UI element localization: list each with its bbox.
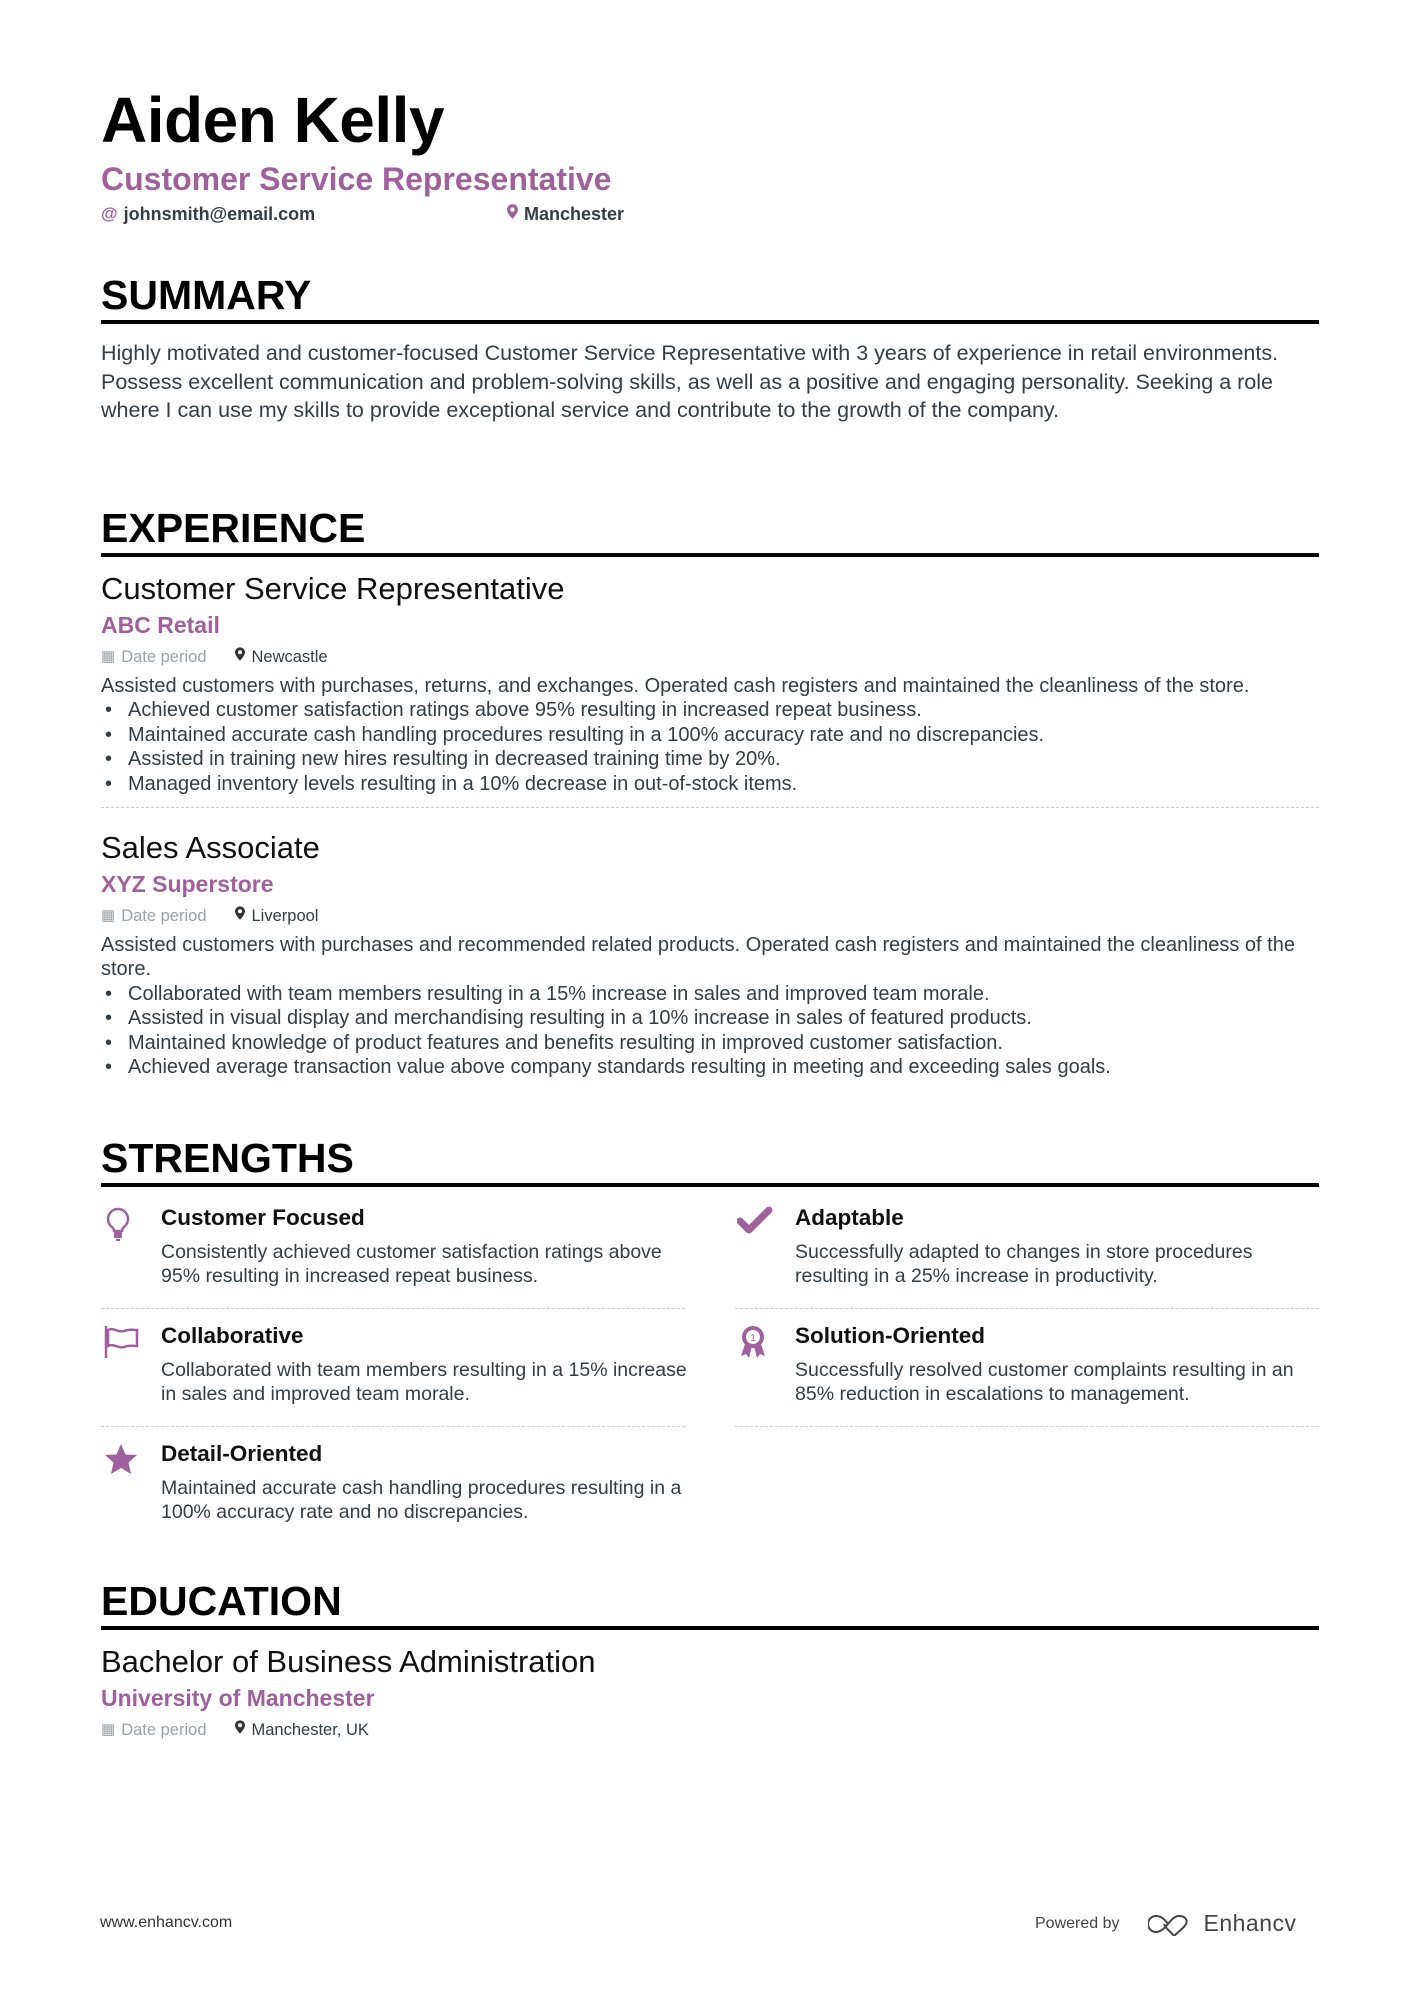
location-pin-icon xyxy=(235,905,245,927)
experience-heading: EXPERIENCE xyxy=(101,505,1319,557)
brand-name: Enhancv xyxy=(1203,1910,1297,1936)
job-bullets xyxy=(101,698,1319,796)
candidate-name: Aiden Kelly xyxy=(101,84,445,156)
strength-item xyxy=(101,1322,685,1440)
calendar-icon: ▦ xyxy=(101,648,116,665)
strength-item xyxy=(101,1204,685,1322)
job-description: Assisted customers with purchases and recommended related products. Operated cash registers and maintained the cleanliness of the store. xyxy=(101,934,1295,981)
contact-email xyxy=(101,203,315,225)
bullet-item: • Assisted in visual display and merchandising resulting in a 10% increase in sales of featured products. xyxy=(101,1006,1319,1030)
checkmark-icon xyxy=(737,1206,773,1242)
summary-heading: SUMMARY xyxy=(101,272,1319,324)
divider xyxy=(101,1426,685,1427)
strength-title: Detail-Oriented xyxy=(161,1441,323,1466)
education-meta xyxy=(101,1719,1319,1741)
strength-title: Customer Focused xyxy=(161,1205,365,1230)
strength-title: Collaborative xyxy=(161,1323,304,1348)
strength-text: Successfully resolved customer complaints resulting in an 85% reduction in escalations to management. xyxy=(795,1359,1294,1406)
strengths-heading: STRENGTHS xyxy=(101,1135,1319,1187)
degree: Bachelor of Business Administration xyxy=(101,1644,596,1679)
summary-text: Highly motivated and customer-focused Customer Service Representative with 3 years of experience in retail environments. Possess excellent communication and problem-solving skills, as well as a positive and engaging personality. Seeking a role where I can use my skills to provide exceptional service and contribute to the growth of the company. xyxy=(101,341,1279,423)
bullet-item: • Achieved average transaction value above company standards resulting in meeting and exceeding sales goals. xyxy=(101,1055,1319,1079)
lightbulb-icon xyxy=(103,1206,139,1242)
contact-location xyxy=(507,203,624,225)
strength-text: Maintained accurate cash handling procedures resulting in a 100% accuracy rate and no discrepancies. xyxy=(161,1477,682,1524)
location-pin-icon xyxy=(507,203,518,225)
flag-icon xyxy=(103,1324,139,1360)
divider xyxy=(735,1426,1319,1427)
divider xyxy=(101,807,1319,808)
education-entry xyxy=(101,1643,1319,1741)
email-text: johnsmith@email.com xyxy=(123,204,316,224)
job-bullets xyxy=(101,982,1319,1080)
job-meta xyxy=(101,905,1319,927)
strength-item xyxy=(735,1204,1319,1322)
calendar-icon: ▦ xyxy=(101,1721,116,1738)
job-entry xyxy=(101,570,1319,808)
strength-text: Consistently achieved customer satisfaction ratings above 95% resulting in increased repeat business. xyxy=(161,1241,662,1288)
job-location: Liverpool xyxy=(251,907,319,925)
strength-text: Collaborated with team members resulting in a 15% increase in sales and improved team morale. xyxy=(161,1359,687,1406)
star-icon xyxy=(103,1442,139,1478)
divider xyxy=(101,1308,685,1309)
bullet-item: • Maintained knowledge of product features and benefits resulting in improved customer satisfaction. xyxy=(101,1031,1319,1055)
job-date: Date period xyxy=(121,648,207,666)
strength-title: Solution-Oriented xyxy=(795,1323,985,1348)
job-title: Customer Service Representative xyxy=(101,571,565,606)
enhancv-logo-icon xyxy=(1148,1912,1194,1936)
education-date: Date period xyxy=(121,1721,207,1739)
job-description: Assisted customers with purchases, returns, and exchanges. Operated cash registers and maintained the cleanliness of the store. xyxy=(101,675,1250,697)
school-name: University of Manchester xyxy=(101,1685,375,1711)
job-date: Date period xyxy=(121,907,207,925)
calendar-icon: ▦ xyxy=(101,907,116,924)
job-location: Newcastle xyxy=(251,648,328,666)
bullet-item: • Collaborated with team members resulting in a 15% increase in sales and improved team morale. xyxy=(101,982,1319,1006)
company-name: ABC Retail xyxy=(101,612,220,638)
job-meta xyxy=(101,646,1319,668)
award-ribbon-icon xyxy=(737,1324,773,1360)
footer-branding xyxy=(1035,1910,1297,1937)
job-entry xyxy=(101,829,1319,1079)
strength-item xyxy=(735,1322,1319,1440)
bullet-item: • Managed inventory levels resulting in a 10% decrease in out-of-stock items. xyxy=(101,772,1319,796)
bullet-item: • Maintained accurate cash handling procedures resulting in a 100% accuracy rate and no discrepancies. xyxy=(101,723,1319,747)
location-pin-icon xyxy=(235,646,245,668)
location-pin-icon xyxy=(235,1719,245,1741)
education-location: Manchester, UK xyxy=(251,1721,369,1739)
footer-website[interactable]: www.enhancv.com xyxy=(100,1914,233,1931)
strength-item xyxy=(101,1440,685,1558)
strength-title: Adaptable xyxy=(795,1205,904,1230)
powered-by-text: Powered by xyxy=(1035,1914,1120,1932)
at-icon: @ xyxy=(101,204,118,223)
job-title: Sales Associate xyxy=(101,830,320,865)
education-heading: EDUCATION xyxy=(101,1578,1319,1630)
divider xyxy=(735,1308,1319,1309)
bullet-item: • Assisted in training new hires resulting in decreased training time by 20%. xyxy=(101,747,1319,771)
location-text: Manchester xyxy=(524,204,625,224)
svg-text:1: 1 xyxy=(750,1333,756,1344)
candidate-title: Customer Service Representative xyxy=(101,161,612,197)
company-name: XYZ Superstore xyxy=(101,871,274,897)
strength-text: Successfully adapted to changes in store procedures resulting in a 25% increase in productivity. xyxy=(795,1241,1253,1288)
bullet-item: • Achieved customer satisfaction ratings above 95% resulting in increased repeat business. xyxy=(101,698,1319,722)
